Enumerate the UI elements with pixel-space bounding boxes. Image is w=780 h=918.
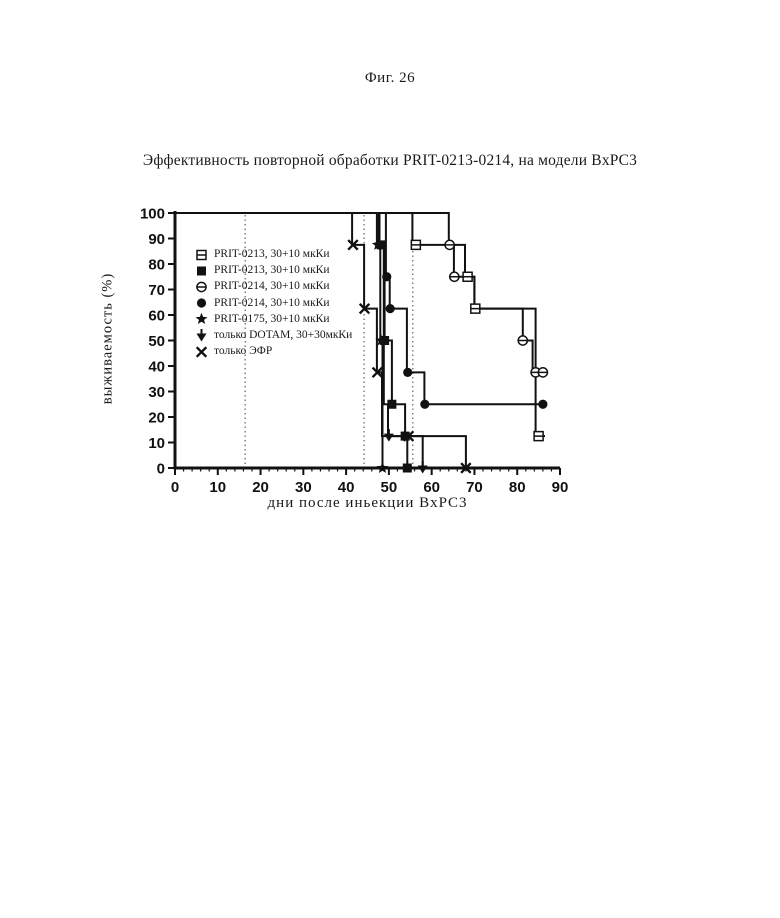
chart-title: Эффективность повторной обработки PRIT-0213-0214, на модели BxPC3 — [142, 152, 638, 169]
star-icon — [194, 311, 209, 326]
data-point-marker — [197, 347, 207, 357]
x-axis-label: дни после иньекции BxPC3 — [267, 495, 468, 511]
legend-item — [194, 311, 352, 327]
x-tick-label: 40 — [337, 479, 355, 496]
x-tick-label: 10 — [209, 479, 227, 496]
data-point-marker — [538, 368, 547, 377]
data-point-marker — [382, 272, 391, 281]
y-tick-label: 60 — [148, 307, 165, 325]
data-point-marker — [518, 336, 527, 345]
legend-item — [194, 295, 352, 311]
data-point-marker — [196, 313, 208, 324]
data-point-marker — [197, 250, 206, 259]
x-tick-label: 0 — [170, 479, 180, 496]
data-point-marker — [387, 400, 396, 409]
legend-label: PRIT-0213, 30+10 мкКи — [214, 248, 330, 261]
legend-label: PRIT-0175, 30+10 мкКи — [214, 312, 330, 325]
legend-item — [194, 262, 352, 278]
data-point-marker — [411, 240, 420, 249]
legend-label: только ЭФР — [214, 345, 273, 358]
y-tick-label: 30 — [148, 384, 165, 401]
data-point-marker — [450, 272, 459, 281]
data-point-marker — [534, 432, 543, 441]
data-point-marker — [403, 368, 412, 377]
data-point-marker — [197, 266, 206, 275]
filled-circle-icon — [194, 295, 209, 310]
y-tick-label: 50 — [148, 333, 165, 350]
data-point-marker — [197, 329, 207, 342]
legend-label: только DOTAM, 30+30мкКи — [214, 329, 353, 342]
y-axis-label: выживаемость (%) — [99, 272, 116, 405]
data-point-marker — [538, 400, 547, 409]
y-tick-label: 100 — [139, 205, 165, 223]
legend-item — [194, 278, 352, 294]
figure-label: Фиг. 26 — [364, 70, 416, 86]
x-cross-icon — [194, 344, 209, 359]
y-tick-label: 0 — [156, 460, 165, 478]
x-tick-label: 60 — [423, 479, 441, 496]
chart-legend — [194, 246, 352, 359]
data-point-marker — [377, 462, 389, 473]
open-circle-icon — [194, 279, 209, 294]
y-tick-label: 10 — [148, 435, 165, 452]
x-tick-label: 30 — [294, 479, 312, 496]
legend-item — [194, 246, 352, 262]
legend-item — [194, 327, 352, 343]
data-point-marker — [418, 461, 428, 474]
data-point-marker — [471, 304, 480, 313]
y-tick-label: 90 — [148, 231, 165, 248]
y-tick-label: 20 — [148, 409, 165, 427]
data-point-marker — [386, 304, 395, 313]
legend-item — [194, 343, 352, 359]
x-tick-label: 50 — [380, 479, 398, 496]
legend-label: PRIT-0214, 30+10 мкКи — [214, 280, 330, 293]
x-tick-label: 90 — [551, 479, 569, 496]
legend-label: PRIT-0213, 30+10 мкКи — [214, 264, 330, 277]
data-point-marker — [197, 299, 206, 308]
filled-square-icon — [194, 263, 209, 278]
data-point-marker — [384, 429, 394, 442]
data-point-marker — [197, 282, 206, 291]
data-point-marker — [420, 400, 429, 409]
legend-label: PRIT-0214, 30+10 мкКи — [214, 296, 330, 309]
data-point-marker — [403, 464, 412, 473]
y-tick-label: 40 — [148, 358, 165, 376]
x-tick-label: 80 — [508, 479, 526, 496]
data-point-marker — [445, 240, 454, 249]
y-tick-label: 80 — [148, 256, 165, 274]
data-point-marker — [463, 272, 472, 281]
open-square-icon — [194, 247, 209, 262]
down-triangle-icon — [194, 328, 209, 343]
x-tick-label: 70 — [466, 479, 483, 496]
x-tick-label: 20 — [252, 479, 269, 496]
y-tick-label: 70 — [148, 282, 165, 299]
